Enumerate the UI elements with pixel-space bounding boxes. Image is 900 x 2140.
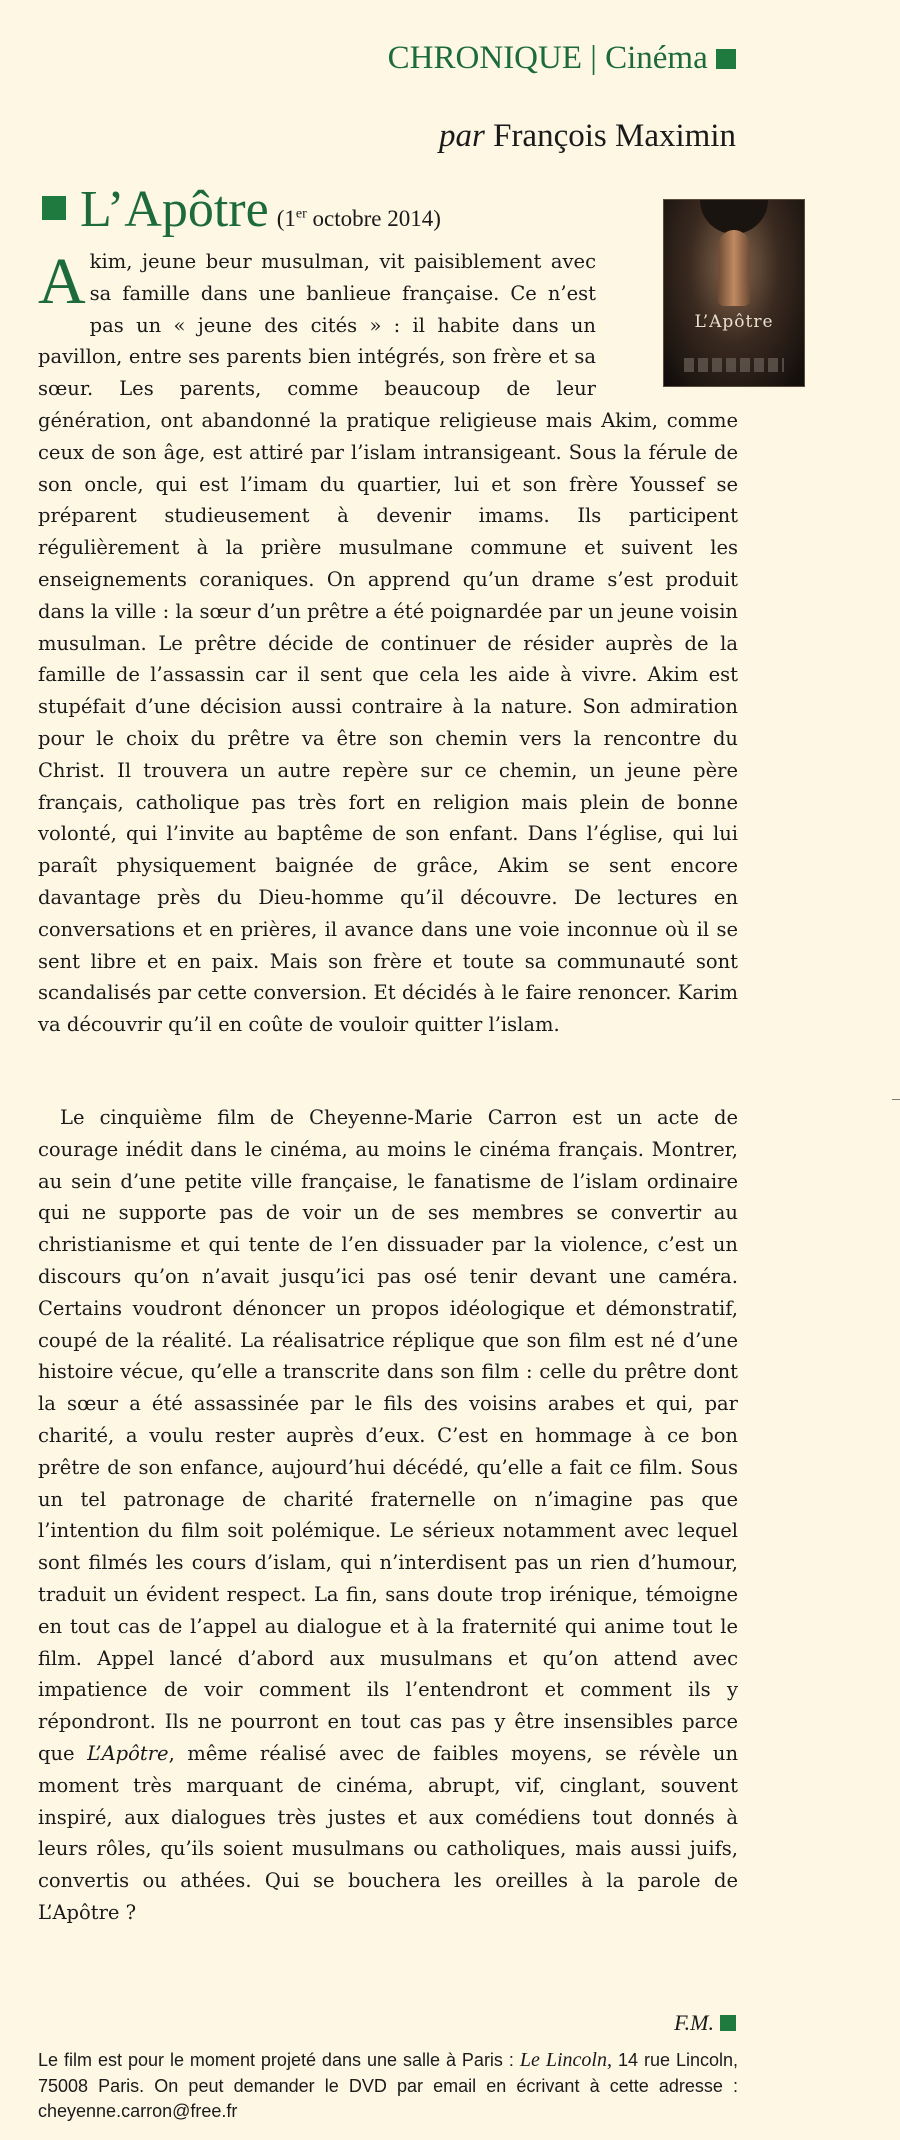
margin-mark [892,1099,900,1100]
poster-head-shape [700,200,768,234]
drop-cap: A [38,245,86,318]
byline-par: par [439,118,485,154]
article-heading [42,180,441,239]
poster-wrap-space [606,246,738,384]
venue-name: Le Lincoln, [519,2049,612,2071]
article-title: L’Apôtre [80,181,269,238]
paragraph-1-text: kim, jeune beur musulman, vit paisiblement avec sa famille dans une banlieue française. Ce n’est pas un « jeune des cités » : il habite dans un pavillon, entre ses parents bien intégrés, son frère et sa sœur. Les parents, comme beaucoup de leur génération, ont abandonné la pratique religieuse mais Akim, comme ceux de son âge, est attiré par l’islam intransigeant. Sous la férule de son oncle, qui est l’imam du quartier, lui et son frère Youssef se préparent studieusement à devenir imams. Ils participent régulièrement à la prière musulmane commune et suivent les enseignements coraniques. On apprend qu’un drame s’est produit dans la ville : la sœur d’un prêtre a été poignardée par un jeune voisin musulman. Le prêtre décide de continuer de résider auprès de la famille de l’assassin car il sent que cela les aide à vivre. Akim est stupéfait d’une décision aussi contraire à la nature. Son admiration pour le choix du prêtre va être son chemin vers la rencontre du Christ. Il trouvera un autre repère sur ce chemin, un jeune père français, catholique pas très fort en religion mais plein de bonne volonté, qui l’invite au baptême de son enfant. Dans l’église, qui lui paraît physiquement baignée de grâce, Akim se sent encore davantage près du Dieu-homme qu’il découvre. De lectures en conversations et en prières, il avance dans une voie inconnue où il se sent libre et en paix. Mais son frère et toute sa communauté sont scandalisés par cette conversion. Et décidés à le faire renoncer. Karim va découvrir qu’il en coûte de vouloir quitter l’islam. [38,250,738,1037]
article-date: (1er octobre 2014) [276,206,441,231]
byline [439,118,736,155]
green-square-icon [716,49,736,69]
screening-info: Le film est pour le moment projeté dans une salle à Paris : Le Lincoln, 14 rue Lincoln, 75008 Paris. On peut demander le DVD par email en écrivant à cette adresse : cheyenne.carron@free.fr [38,2049,738,2121]
section-rubric [388,40,736,77]
poster-title: L’Apôtre [694,312,774,332]
article-paragraph-2: Le cinquième film de Cheyenne-Marie Carron est un acte de courage inédit dans le cinéma, au moins le cinéma français. Montrer, au sein d’une petite ville française, le fanatisme de l’islam ordinaire qui ne supporte pas de voir un de ses membres se convertir au christianisme et qui tente de l’en dissuader par la violence, c’est un discours qu’on n’avait jusqu’ici pas osé tenir devant une caméra. Certains voudront dénoncer un propos idéologique et démonstratif, coupé de la réalité. La réalisatrice réplique que son film est né d’une histoire vécue, qu’elle a transcrite dans son film : celle du prêtre dont la sœur a été assassinée par le fils des voisins arabes et qui, par charité, a voulu rester auprès d’eux. C’est en hommage à ce bon prêtre de son enfance, aujourd’hui décédé, qu’elle a fait ce film. Sous un tel patronage de charité fraternelle on n’imagine pas que l’intention du film soit polémique. Le sérieux notamment avec lequel sont filmés les cours d’islam, qui n’interdisent pas un rien d’humour, traduit un évident respect. La fin, sans doute trop irénique, témoigne en tout cas de l’appel au dialogue et à la fraternité qui anime tout le film. Appel lancé d’abord aux musulmans et qu’on attend avec impatience de voir comment ils l’entendront et comment ils y répondront. Ils ne pourront en tout cas pas y être insensibles parce que L’Apôtre, même réalisé avec de faibles moyens, se révèle un moment très marquant de cinéma, abrupt, vif, cinglant, souvent inspiré, aux dialogues très justes et aux comédiens tout donnés à leurs rôles, qu’ils soient musulmans ou catholiques, mais aussi juifs, convertis ou athées. Qui se bouchera les oreilles à la parole de L’Apôtre ? [38,1106,739,1924]
green-square-icon [42,196,66,220]
film-title-italic: L’Apôtre [87,1741,169,1765]
green-square-icon [720,2015,736,2031]
rubric-label: CHRONIQUE | Cinéma [387,40,708,76]
author-signature: F.M. [674,2010,736,2036]
article-paragraph-1 [38,246,738,1041]
author-name: François Maximin [493,118,736,154]
